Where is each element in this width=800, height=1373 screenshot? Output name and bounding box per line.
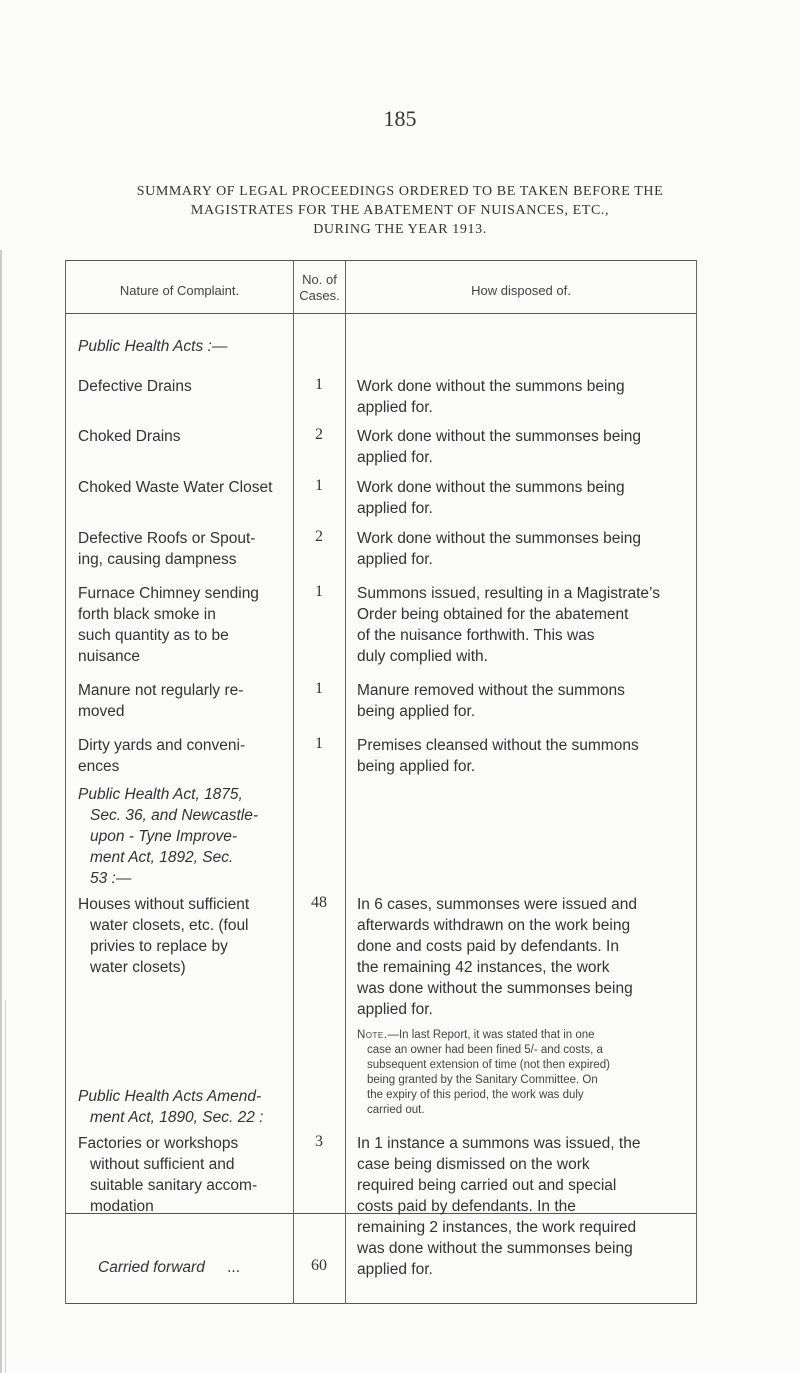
case-count: 1	[315, 680, 323, 697]
text-line: Defective Roofs or Spout-	[78, 530, 256, 547]
heading-line: SUMMARY OF LEGAL PROCEEDINGS ORDERED TO BE TAKEN BEFORE THE	[136, 184, 664, 199]
text-line: done and costs paid by defendants. In	[357, 938, 619, 955]
text-line: modation	[90, 1198, 154, 1215]
heading-line: DURING THE YEAR 1913.	[313, 222, 487, 237]
text-line: being granted by the Sanitary Committee. On	[367, 1074, 598, 1086]
text-line: subsequent extension of time (not then expired)	[367, 1059, 610, 1071]
carried-forward-row	[98, 1257, 288, 1278]
disposal	[357, 1133, 687, 1280]
text-line: Manure not regularly re-	[78, 682, 244, 699]
disposal	[357, 583, 687, 667]
complaint-nature	[78, 426, 288, 447]
text-line: In 1 instance a summons was issued, the	[357, 1135, 641, 1152]
carried-forward-dots: ...	[227, 1259, 241, 1276]
section-heading	[78, 784, 293, 889]
text-line: being applied for.	[357, 703, 476, 720]
text-line: was done without the summonses being	[357, 1240, 633, 1257]
column-header-nature: Nature of Complaint.	[119, 283, 240, 298]
text-line: the expiry of this period, the work was duly	[367, 1089, 584, 1101]
disposal	[357, 735, 687, 777]
column-header-cases-line: Cases.	[299, 288, 340, 303]
case-count: 1	[315, 477, 323, 494]
text-line: such quantity as to be	[78, 627, 229, 644]
text-line: the remaining 42 instances, the work	[357, 959, 610, 976]
carried-forward-label: Carried forward	[98, 1259, 205, 1276]
text-line: applied for.	[357, 399, 433, 416]
text-line: of the nuisance forthwith. This was	[357, 627, 595, 644]
section-heading	[78, 1086, 293, 1128]
text-line: ing, causing dampness	[78, 551, 237, 568]
text-line: moved	[78, 703, 125, 720]
text-line: costs paid by defendants. In the	[357, 1198, 576, 1215]
text-line	[357, 1028, 687, 1043]
text-line: Work done without the summons being	[357, 378, 625, 395]
text-line: being applied for.	[357, 758, 476, 775]
case-count: 1	[315, 735, 323, 752]
text-line: required being carried out and special	[357, 1177, 617, 1194]
complaint-nature	[78, 376, 288, 397]
text-line: applied for.	[357, 1001, 433, 1018]
text-line: ment Act, 1892, Sec.	[90, 849, 234, 866]
text-line: carried out.	[367, 1104, 425, 1116]
text-line: Public Health Act, 1875,	[78, 786, 243, 803]
text-line: case an owner had been fined 5/- and costs, a	[367, 1044, 603, 1056]
text-line: water closets, etc. (foul	[90, 917, 249, 934]
disposal	[357, 376, 687, 418]
column-divider	[696, 260, 697, 1304]
text-line: In 6 cases, summonses were issued and	[357, 896, 637, 913]
disposal	[357, 477, 687, 519]
header-bottom-rule	[65, 313, 697, 314]
text-line: Dirty yards and conveni-	[78, 737, 246, 754]
text-line: forth black smoke in	[78, 606, 216, 623]
text-line: ences	[78, 758, 120, 775]
text-line: Work done without the summonses being	[357, 530, 642, 547]
text-line: 53 :—	[90, 870, 132, 887]
case-count: 1	[315, 376, 323, 393]
case-count: 1	[315, 583, 323, 600]
text-line: applied for.	[357, 551, 433, 568]
table-bottom-rule	[65, 1303, 697, 1304]
column-divider	[65, 260, 66, 1304]
page-number: 185	[383, 106, 417, 131]
note-text: —In last Report, it was stated that in one	[387, 1029, 595, 1041]
case-count: 48	[311, 894, 327, 911]
text-line: Public Health Acts Amend-	[78, 1088, 262, 1105]
disposal	[357, 894, 687, 1020]
text-line: Summons issued, resulting in a Magistrate’s	[357, 585, 660, 602]
column-header-cases	[294, 272, 345, 304]
complaint-nature	[78, 894, 288, 978]
text-line: Sec. 36, and Newcastle-	[90, 807, 259, 824]
table-top-rule	[65, 260, 697, 261]
text-line: applied for.	[357, 500, 433, 517]
complaint-nature	[78, 735, 288, 777]
text-line: applied for.	[357, 1261, 433, 1278]
column-header-disposed: How disposed of.	[471, 283, 571, 298]
text-line: case being dismissed on the work	[357, 1156, 590, 1173]
complaint-nature	[78, 477, 293, 498]
disposal	[357, 528, 687, 570]
heading-line: MAGISTRATES FOR THE ABATEMENT OF NUISANCES, ETC.,	[190, 203, 610, 218]
note-label: Note.	[357, 1029, 388, 1041]
carried-forward-total: 60	[311, 1257, 327, 1274]
text-line: Work done without the summons being	[357, 479, 625, 496]
text-line: remaining 2 instances, the work required	[357, 1219, 637, 1236]
text-line: suitable sanitary accom-	[90, 1177, 258, 1194]
complaint-nature	[78, 680, 288, 722]
text-line: Manure removed without the summons	[357, 682, 625, 699]
note	[357, 1028, 687, 1118]
text-line: Furnace Chimney sending	[78, 585, 259, 602]
text-line: Premises cleansed without the summons	[357, 737, 639, 754]
text-line: Choked Waste Water Closet	[78, 479, 273, 496]
text-line: duly complied with.	[357, 648, 488, 665]
text-line: Order being obtained for the abatement	[357, 606, 629, 623]
case-count: 2	[315, 426, 323, 443]
column-header-cases-line: No. of	[302, 272, 337, 287]
page-heading	[70, 182, 730, 239]
text-line: water closets)	[90, 959, 186, 976]
text-line: nuisance	[78, 648, 141, 665]
text-line: applied for.	[357, 449, 433, 466]
text-line: Houses without sufficient	[78, 896, 250, 913]
case-count: 2	[315, 528, 323, 545]
text-line: upon - Tyne Improve-	[90, 828, 238, 845]
section-heading: Public Health Acts :—	[78, 338, 228, 355]
complaint-nature	[78, 528, 288, 570]
text-line: ment Act, 1890, Sec. 22 :	[90, 1109, 264, 1126]
text-line: afterwards withdrawn on the work being	[357, 917, 631, 934]
complaint-nature	[78, 1133, 288, 1217]
complaint-nature	[78, 583, 288, 667]
text-line: Choked Drains	[78, 428, 181, 445]
text-line: Work done without the summonses being	[357, 428, 642, 445]
text-line: Defective Drains	[78, 378, 192, 395]
scan-edge	[0, 250, 2, 1373]
case-count: 3	[315, 1133, 323, 1150]
scan-edge	[5, 1000, 6, 1373]
disposal	[357, 426, 687, 468]
text-line: privies to replace by	[90, 938, 228, 955]
text-line: Factories or workshops	[78, 1135, 239, 1152]
text-line: was done without the summonses being	[357, 980, 633, 997]
text-line: without sufficient and	[90, 1156, 235, 1173]
disposal	[357, 680, 687, 722]
